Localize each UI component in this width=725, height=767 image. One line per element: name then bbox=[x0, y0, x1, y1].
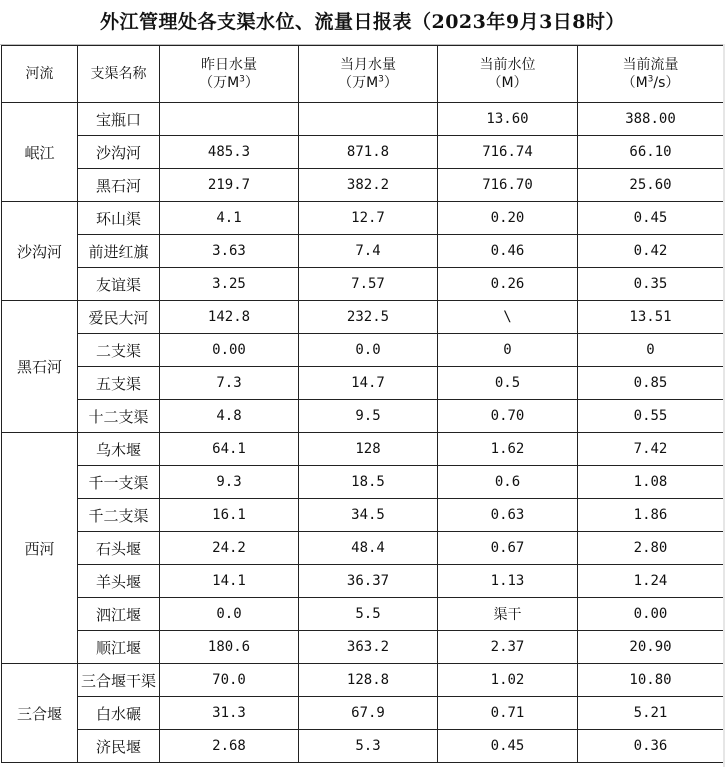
month-value-cell: 382.2 bbox=[299, 169, 438, 202]
yesterday-value-cell: 31.3 bbox=[160, 697, 299, 730]
month-value-cell: 128 bbox=[299, 433, 438, 466]
table-body bbox=[2, 103, 724, 763]
river-name-cell: 黑石河 bbox=[2, 301, 78, 433]
table-row bbox=[2, 268, 724, 301]
level-value-cell: 0.20 bbox=[438, 202, 578, 235]
branch-name-cell: 三合堰干渠 bbox=[78, 664, 160, 697]
flow-value-cell: 0.00 bbox=[578, 598, 724, 631]
month-value-cell: 9.5 bbox=[299, 400, 438, 433]
header-branch: 支渠名称 bbox=[78, 46, 160, 103]
table-row bbox=[2, 103, 724, 136]
month-value-cell: 12.7 bbox=[299, 202, 438, 235]
report-title: 外江管理处各支渠水位、流量日报表（2023年9月3日8时） bbox=[0, 0, 725, 45]
branch-name-cell: 石头堰 bbox=[78, 532, 160, 565]
flow-value-cell: 388.00 bbox=[578, 103, 724, 136]
table-row bbox=[2, 565, 724, 598]
flow-value-cell: 7.42 bbox=[578, 433, 724, 466]
yesterday-value-cell: 180.6 bbox=[160, 631, 299, 664]
level-value-cell: 0 bbox=[438, 334, 578, 367]
flow-value-cell: 0 bbox=[578, 334, 724, 367]
table-row bbox=[2, 466, 724, 499]
header-current-flow: 当前流量 $(M^3/s)$ bbox=[578, 46, 724, 103]
month-value-cell: 34.5 bbox=[299, 499, 438, 532]
yesterday-value-cell: 3.63 bbox=[160, 235, 299, 268]
yesterday-value-cell: 64.1 bbox=[160, 433, 299, 466]
yesterday-value-cell: 142.8 bbox=[160, 301, 299, 334]
level-value-cell: 0.5 bbox=[438, 367, 578, 400]
flow-value-cell: 13.51 bbox=[578, 301, 724, 334]
level-value-cell: 716.74 bbox=[438, 136, 578, 169]
level-value-cell: 0.46 bbox=[438, 235, 578, 268]
river-name-cell: 西河 bbox=[2, 433, 78, 664]
river-name-cell: 三合堰 bbox=[2, 664, 78, 763]
table-row bbox=[2, 730, 724, 763]
branch-name-cell: 环山渠 bbox=[78, 202, 160, 235]
level-value-cell: 1.62 bbox=[438, 433, 578, 466]
flow-value-cell: 0.36 bbox=[578, 730, 724, 763]
branch-name-cell: 泗江堰 bbox=[78, 598, 160, 631]
branch-name-cell: 乌木堰 bbox=[78, 433, 160, 466]
header-month-volume: 当月水量 （万$M^3$） bbox=[299, 46, 438, 103]
month-value-cell: 5.3 bbox=[299, 730, 438, 763]
flow-value-cell: 1.86 bbox=[578, 499, 724, 532]
river-name-cell: 沙沟河 bbox=[2, 202, 78, 301]
yesterday-value-cell: 0.0 bbox=[160, 598, 299, 631]
table-row bbox=[2, 532, 724, 565]
branch-name-cell: 济民堰 bbox=[78, 730, 160, 763]
table-row bbox=[2, 598, 724, 631]
level-value-cell: 1.13 bbox=[438, 565, 578, 598]
month-value-cell: 0.0 bbox=[299, 334, 438, 367]
month-value-cell: 7.4 bbox=[299, 235, 438, 268]
month-value-cell: 363.2 bbox=[299, 631, 438, 664]
flow-value-cell: 0.55 bbox=[578, 400, 724, 433]
branch-name-cell: 千二支渠 bbox=[78, 499, 160, 532]
month-value-cell: 232.5 bbox=[299, 301, 438, 334]
table-row bbox=[2, 367, 724, 400]
yesterday-value-cell: 2.68 bbox=[160, 730, 299, 763]
month-value-cell: 128.8 bbox=[299, 664, 438, 697]
flow-value-cell: 1.24 bbox=[578, 565, 724, 598]
table-row bbox=[2, 169, 724, 202]
level-value-cell: 0.71 bbox=[438, 697, 578, 730]
branch-name-cell: 顺江堰 bbox=[78, 631, 160, 664]
flow-value-cell: 5.21 bbox=[578, 697, 724, 730]
level-value-cell: 0.70 bbox=[438, 400, 578, 433]
river-name-cell: 岷江 bbox=[2, 103, 78, 202]
branch-name-cell: 爱民大河 bbox=[78, 301, 160, 334]
branch-name-cell: 五支渠 bbox=[78, 367, 160, 400]
yesterday-value-cell: 70.0 bbox=[160, 664, 299, 697]
month-value-cell: 5.5 bbox=[299, 598, 438, 631]
level-value-cell: 0.26 bbox=[438, 268, 578, 301]
yesterday-value-cell: 14.1 bbox=[160, 565, 299, 598]
flow-value-cell: 20.90 bbox=[578, 631, 724, 664]
flow-value-cell: 66.10 bbox=[578, 136, 724, 169]
month-value-cell: 48.4 bbox=[299, 532, 438, 565]
yesterday-value-cell: 485.3 bbox=[160, 136, 299, 169]
yesterday-value-cell: 4.8 bbox=[160, 400, 299, 433]
yesterday-value-cell: 219.7 bbox=[160, 169, 299, 202]
month-value-cell: 67.9 bbox=[299, 697, 438, 730]
branch-name-cell: 友谊渠 bbox=[78, 268, 160, 301]
level-value-cell: 0.67 bbox=[438, 532, 578, 565]
level-value-cell: 716.70 bbox=[438, 169, 578, 202]
level-value-cell: \ bbox=[438, 301, 578, 334]
yesterday-value-cell: 4.1 bbox=[160, 202, 299, 235]
yesterday-value-cell: 3.25 bbox=[160, 268, 299, 301]
yesterday-value-cell: 24.2 bbox=[160, 532, 299, 565]
header-yesterday-volume: 昨日水量 （万$M^3$） bbox=[160, 46, 299, 103]
flow-value-cell: 0.45 bbox=[578, 202, 724, 235]
yesterday-value-cell bbox=[160, 103, 299, 136]
flow-value-cell: 10.80 bbox=[578, 664, 724, 697]
yesterday-value-cell: 7.3 bbox=[160, 367, 299, 400]
yesterday-value-cell: 16.1 bbox=[160, 499, 299, 532]
yesterday-value-cell: 0.00 bbox=[160, 334, 299, 367]
level-value-cell: 0.6 bbox=[438, 466, 578, 499]
level-value-cell: 13.60 bbox=[438, 103, 578, 136]
month-value-cell: 14.7 bbox=[299, 367, 438, 400]
month-value-cell: 7.57 bbox=[299, 268, 438, 301]
branch-name-cell: 黑石河 bbox=[78, 169, 160, 202]
yesterday-value-cell: 9.3 bbox=[160, 466, 299, 499]
month-value-cell: 18.5 bbox=[299, 466, 438, 499]
month-value-cell: 871.8 bbox=[299, 136, 438, 169]
level-value-cell: 渠干 bbox=[438, 598, 578, 631]
flow-value-cell: 25.60 bbox=[578, 169, 724, 202]
branch-name-cell: 二支渠 bbox=[78, 334, 160, 367]
table-row bbox=[2, 136, 724, 169]
flow-value-cell: 0.85 bbox=[578, 367, 724, 400]
table-row bbox=[2, 631, 724, 664]
table-row bbox=[2, 301, 724, 334]
branch-name-cell: 白水碾 bbox=[78, 697, 160, 730]
branch-name-cell: 十二支渠 bbox=[78, 400, 160, 433]
branch-name-cell: 千一支渠 bbox=[78, 466, 160, 499]
header-river: 河流 bbox=[2, 46, 78, 103]
level-value-cell: 1.02 bbox=[438, 664, 578, 697]
table-row bbox=[2, 202, 724, 235]
branch-name-cell: 前进红旗 bbox=[78, 235, 160, 268]
flow-value-cell: 0.35 bbox=[578, 268, 724, 301]
table-row bbox=[2, 697, 724, 730]
branch-name-cell: 羊头堰 bbox=[78, 565, 160, 598]
table-row bbox=[2, 433, 724, 466]
header-row bbox=[2, 46, 724, 103]
branch-name-cell: 沙沟河 bbox=[78, 136, 160, 169]
table-row bbox=[2, 400, 724, 433]
header-current-level: 当前水位 （M） bbox=[438, 46, 578, 103]
flow-value-cell: 1.08 bbox=[578, 466, 724, 499]
flow-value-cell: 2.80 bbox=[578, 532, 724, 565]
flow-value-cell: 0.42 bbox=[578, 235, 724, 268]
water-level-table bbox=[1, 45, 724, 763]
month-value-cell bbox=[299, 103, 438, 136]
level-value-cell: 2.37 bbox=[438, 631, 578, 664]
branch-name-cell: 宝瓶口 bbox=[78, 103, 160, 136]
table-row bbox=[2, 499, 724, 532]
table-row bbox=[2, 334, 724, 367]
table-row bbox=[2, 235, 724, 268]
level-value-cell: 0.63 bbox=[438, 499, 578, 532]
table-row bbox=[2, 664, 724, 697]
month-value-cell: 36.37 bbox=[299, 565, 438, 598]
level-value-cell: 0.45 bbox=[438, 730, 578, 763]
